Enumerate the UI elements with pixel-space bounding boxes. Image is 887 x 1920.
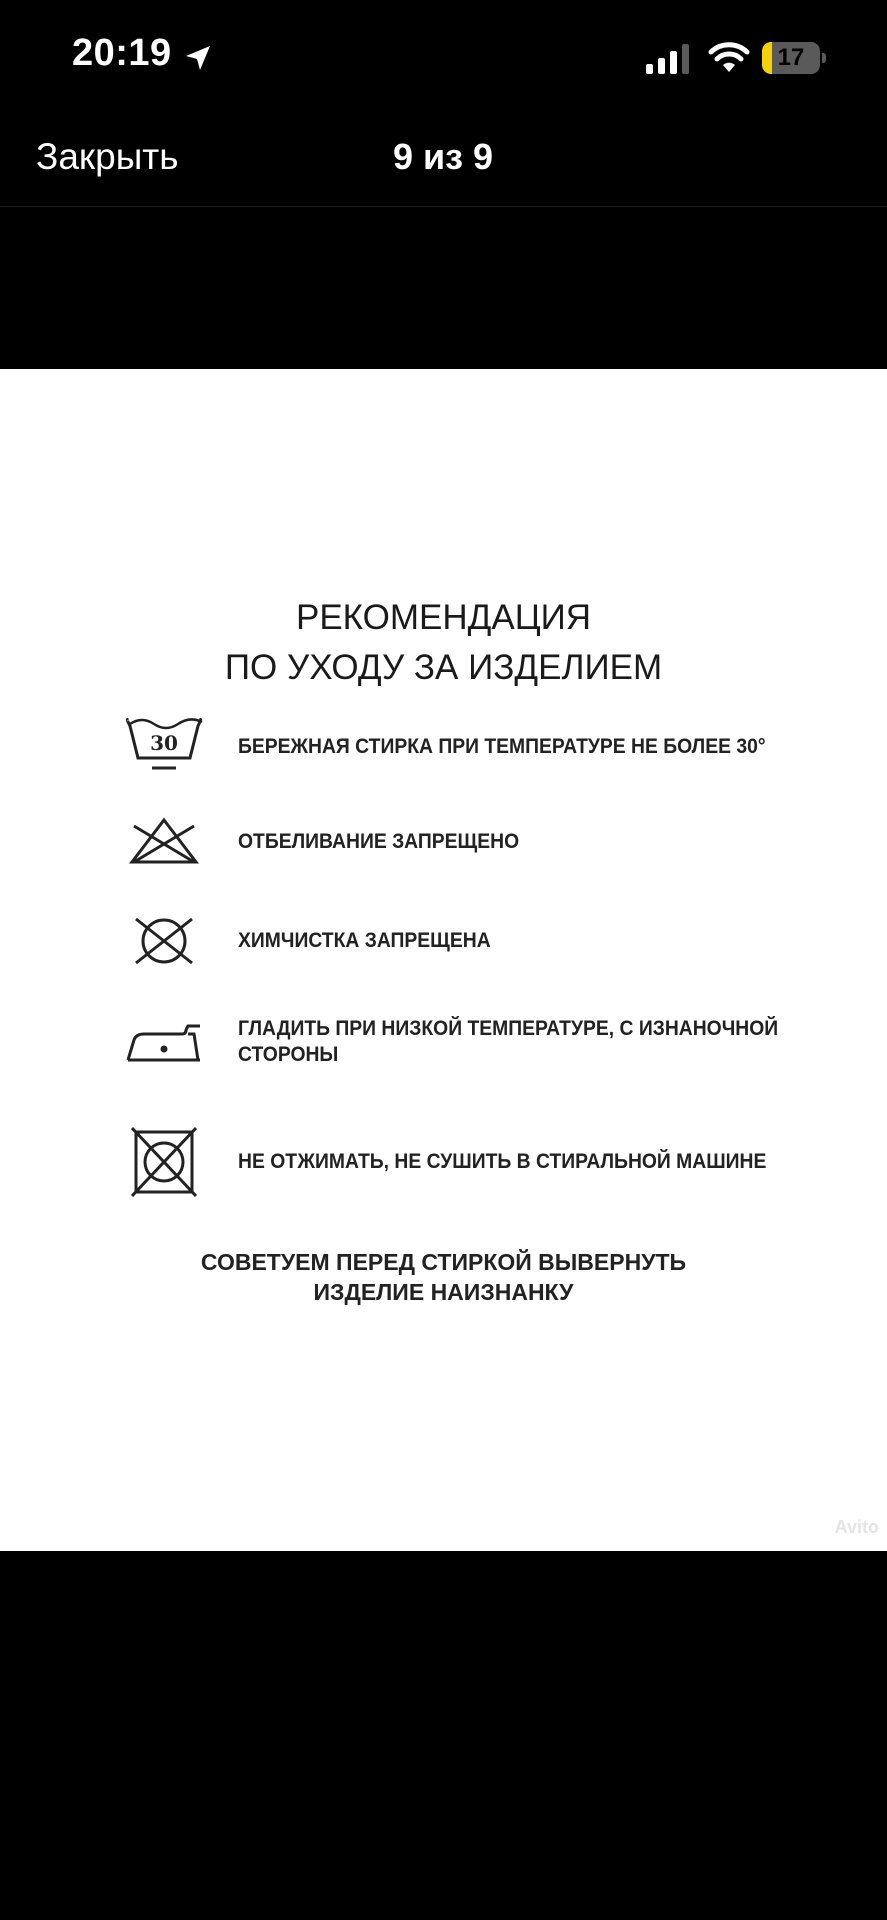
- care-text-dryclean: ХИМЧИСТКА ЗАПРЕЩЕНА: [238, 929, 491, 952]
- no-bleach-icon: [122, 816, 206, 866]
- battery-body: [762, 42, 820, 74]
- care-text-iron: [238, 1016, 778, 1068]
- battery-level: 17: [777, 44, 805, 71]
- care-title: [0, 593, 887, 693]
- status-time: 20:19: [72, 32, 172, 74]
- iron-low-icon: [124, 1020, 208, 1066]
- battery-indicator: [762, 42, 826, 74]
- no-dry-clean-icon: [122, 915, 206, 967]
- status-bar: [0, 0, 887, 120]
- care-advice-line-2: ИЗДЕЛИЕ НАИЗНАНКУ: [313, 1279, 574, 1305]
- care-text-bleach: ОТБЕЛИВАНИЕ ЗАПРЕЩЕНО: [238, 830, 520, 853]
- close-button[interactable]: Закрыть: [36, 136, 179, 177]
- battery-cap: [822, 53, 826, 63]
- care-text-iron-line-2: СТОРОНЫ: [238, 1043, 339, 1066]
- page-counter: 9 из 9: [393, 136, 494, 177]
- wash-temperature-label: 30: [150, 731, 178, 755]
- wifi-icon: [708, 42, 750, 74]
- avito-watermark: Avito: [834, 1517, 879, 1537]
- care-title-line-2: ПО УХОДУ ЗА ИЗДЕЛИЕМ: [224, 648, 663, 687]
- wash-30-icon: [122, 714, 206, 774]
- care-text-wash: БЕРЕЖНАЯ СТИРКА ПРИ ТЕМПЕРАТУРЕ НЕ БОЛЕЕ 30°: [238, 735, 766, 758]
- care-advice: [0, 1247, 887, 1307]
- cellular-signal-icon: [646, 44, 692, 74]
- care-advice-line-1: СОВЕТУЕМ ПЕРЕД СТИРКОЙ ВЫВЕРНУТЬ: [200, 1249, 687, 1275]
- care-text-iron-line-1: ГЛАДИТЬ ПРИ НИЗКОЙ ТЕМПЕРАТУРЕ, С ИЗНАНОЧНОЙ: [238, 1017, 779, 1040]
- location-arrow-icon: [182, 42, 214, 74]
- gallery-nav-bar: [0, 120, 887, 207]
- care-title-line-1: РЕКОМЕНДАЦИЯ: [295, 598, 592, 637]
- care-text-tumble: НЕ ОТЖИМАТЬ, НЕ СУШИТЬ В СТИРАЛЬНОЙ МАШИНЕ: [238, 1150, 767, 1173]
- gallery-photo[interactable]: [0, 369, 887, 1551]
- no-tumble-dry-icon: [122, 1126, 206, 1198]
